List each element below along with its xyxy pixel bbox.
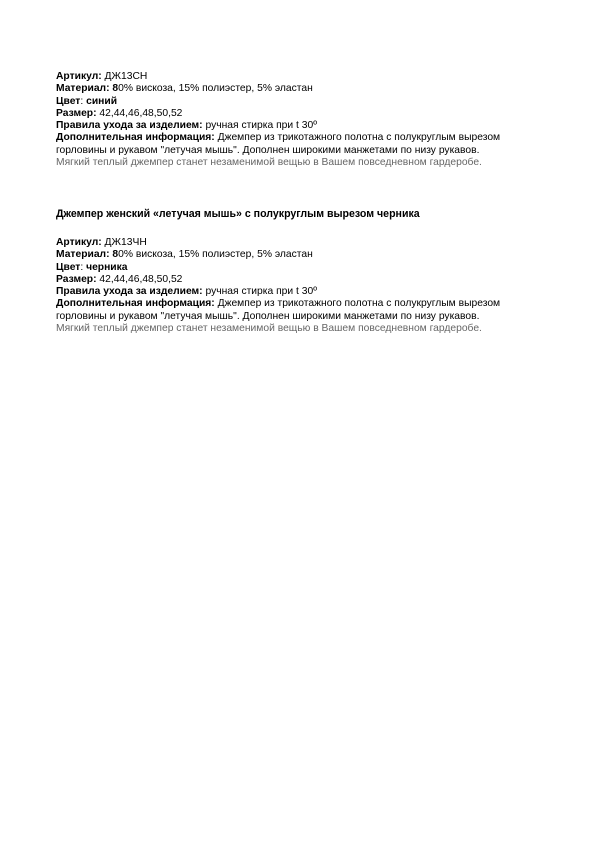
product-block-1 — [56, 71, 556, 169]
info-value: Джемпер из трикотажного полотна с полукруглым вырезом — [214, 132, 501, 144]
care-label: Правила ухода за изделием: — [56, 120, 203, 132]
info-line-continued: горловины и рукавом "летучая мышь". Дополнен широкими манжетами по низу рукавов. — [56, 144, 480, 156]
material-value: 0% вискоза, 15% полиэстер, 5% эластан — [118, 83, 313, 95]
info-line — [56, 298, 556, 310]
care-value: ручная стирка при t 30º — [202, 286, 317, 298]
article-label: Артикул: — [56, 71, 102, 82]
material-line — [56, 249, 556, 261]
size-line — [56, 274, 556, 286]
article-line — [56, 237, 556, 249]
size-line — [56, 108, 556, 120]
product-block-2 — [56, 208, 556, 335]
color-label: Цвет — [56, 261, 81, 273]
color-label: Цвет — [56, 95, 81, 107]
material-label: Материал: 8 — [56, 249, 119, 261]
info-label: Дополнительная информация: — [56, 298, 215, 310]
color-value: черника — [86, 261, 128, 273]
info-label: Дополнительная информация: — [56, 132, 215, 144]
product-description: Мягкий теплый джемпер станет незаменимой вещью в Вашем повседневном гардеробе. — [56, 157, 482, 169]
color-value: синий — [86, 95, 118, 107]
size-value: 42,44,46,48,50,52 — [96, 107, 183, 119]
size-value: 42,44,46,48,50,52 — [96, 273, 183, 285]
size-label: Размер: — [56, 273, 97, 285]
color-separator: : — [80, 95, 87, 107]
care-value: ручная стирка при t 30º — [202, 120, 317, 132]
article-value: ДЖ13ЧН — [101, 237, 147, 248]
size-label: Размер: — [56, 107, 97, 119]
material-value: 0% вискоза, 15% полиэстер, 5% эластан — [118, 249, 313, 261]
article-line — [56, 71, 556, 83]
product-description: Мягкий теплый джемпер станет незаменимой вещью в Вашем повседневном гардеробе. — [56, 323, 482, 335]
material-line — [56, 83, 556, 95]
article-value: ДЖ13СН — [101, 71, 148, 82]
color-line — [56, 96, 556, 108]
color-line — [56, 262, 556, 274]
material-label: Материал: 8 — [56, 83, 119, 95]
info-line — [56, 132, 556, 144]
care-line — [56, 120, 556, 132]
info-line-continued: горловины и рукавом "летучая мышь". Дополнен широкими манжетами по низу рукавов. — [56, 310, 480, 322]
info-value: Джемпер из трикотажного полотна с полукруглым вырезом — [214, 298, 501, 310]
product-title: Джемпер женский «летучая мышь» с полукруглым вырезом черника — [56, 208, 420, 220]
color-separator: : — [80, 261, 87, 273]
care-label: Правила ухода за изделием: — [56, 286, 203, 298]
article-label: Артикул: — [56, 237, 102, 248]
care-line — [56, 286, 556, 298]
